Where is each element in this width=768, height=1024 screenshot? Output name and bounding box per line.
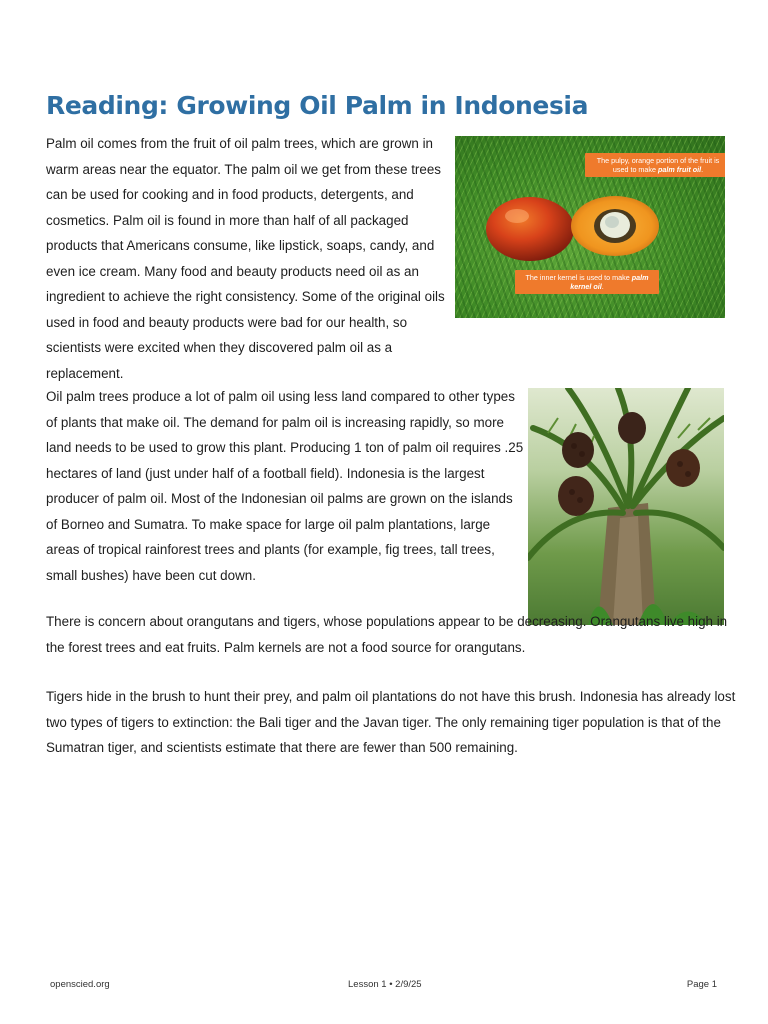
footer-site: openscied.org [50, 979, 110, 990]
footer-page: Page 1 [686, 979, 717, 990]
oil-palm-tree-illustration [528, 388, 724, 625]
callout-fruit-oil: The pulpy, orange portion of the fruit is used to make palm fruit oil. [585, 153, 725, 177]
fruit-bunch [562, 432, 594, 468]
oil-palm-tree-photo [528, 388, 724, 625]
whole-palm-fruit [486, 197, 574, 261]
paragraph-palm-oil-intro: Palm oil comes from the fruit of oil palm trees, which are grown in warm areas near the equator. The palm oil we get from these trees can be used for cooking and in food products, detergents, and cosmetics. Palm oil is found in more than half of all packaged products that Americans consume, like lipstick, soaps, candy, and even ice cream. Many food and beauty products need oil as an ingredient to achieve the right consistency. Some of the original oils used in food and beauty products were bad for our health, so scientists were excited when they discovered palm oil as a replacement. [46, 136, 445, 381]
paragraph-land-use: Oil palm trees produce a lot of palm oil using less land compared to other types of plants that make oil. The demand for palm oil is increasing rapidly, so more land needs to be used to grow this plant. Producing 1 ton of palm oil requires .25 hectares of land (just under half of a football field). Indonesia is the largest producer of palm oil. Most of the Indonesian oil palms are grown on the islands of Borneo and Sumatra. To make space for large oil palm plantations, large areas of tropical rainforest trees and plants (for example, fig trees, tall trees, small bushes) have been cut down. [46, 389, 524, 583]
footer-lesson: Lesson 1 • 2/9/25 [348, 979, 422, 990]
palm-fruit-photo [455, 136, 725, 318]
callout-kernel-oil: The inner kernel is used to make palm kernel oil. [515, 270, 659, 294]
paragraph-orangutans: There is concern about orangutans and tigers, whose populations appear to be decreasing. Orangutans live high in the forest trees and eat fruits. Palm kernels are not a food source for orangutans. [46, 614, 728, 655]
page-title: Reading: Growing Oil Palm in Indonesia [46, 91, 589, 120]
paragraph-tigers: Tigers hide in the brush to hunt their prey, and palm oil plantations do not have this brush. Indonesia has already lost two types of tigers to extinction: the Bali tiger and the Javan tiger. The only remaining tiger population is that of the Sumatran tiger, and scientists estimate that there are fewer than 500 remaining. [46, 689, 736, 755]
